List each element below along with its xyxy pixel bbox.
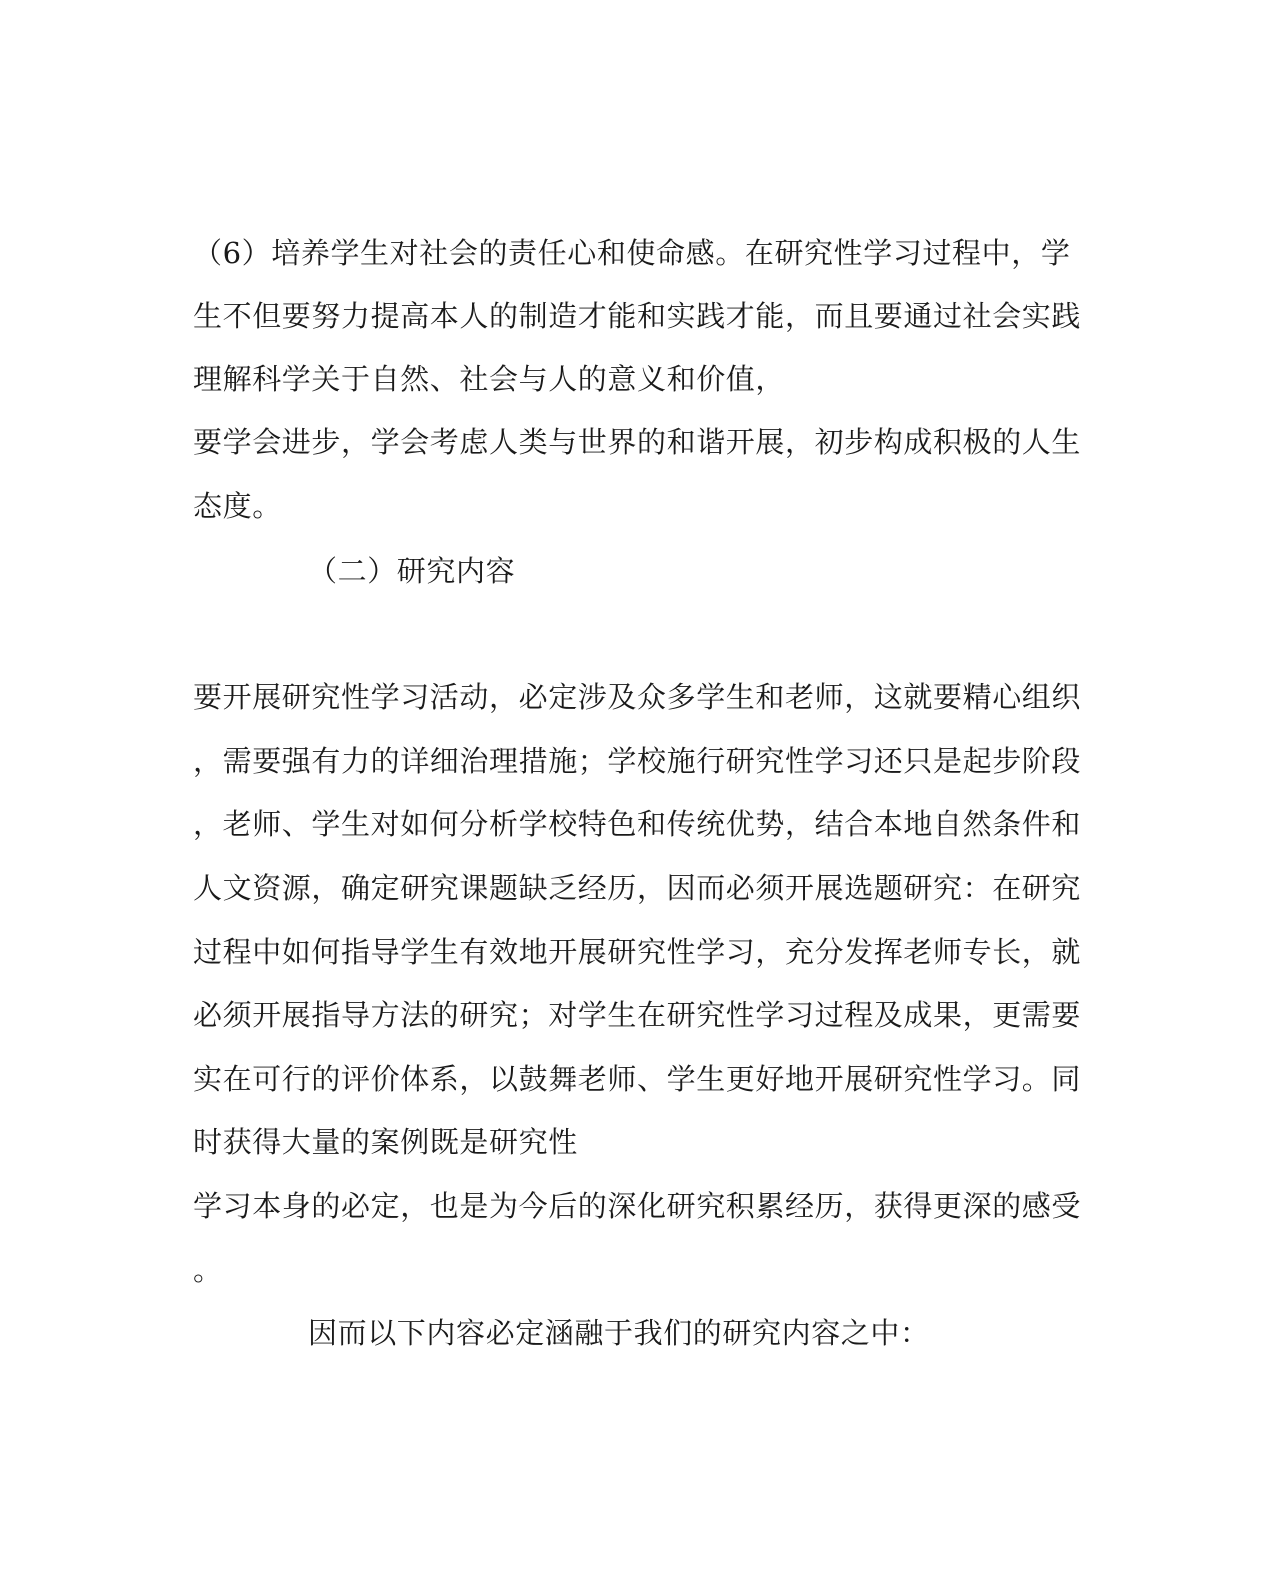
paragraph-line: 因而以下内容必定涵融于我们的研究内容之中：: [308, 1316, 930, 1350]
paragraph-line: 态度。: [193, 489, 282, 523]
paragraph-line: 。: [193, 1253, 223, 1287]
paragraph-line: 过程中如何指导学生有效地开展研究性学习，充分发挥老师专长，就: [193, 935, 1082, 969]
paragraph-line: 要学会进步，学会考虑人类与世界的和谐开展，初步构成积极的人生: [193, 425, 1082, 459]
paragraph-line: 时获得大量的案例既是研究性: [193, 1125, 578, 1159]
paragraph-line: ，需要强有力的详细治理措施；学校施行研究性学习还只是起步阶段: [193, 744, 1082, 778]
paragraph-line: （6）培养学生对社会的责任心和使命感。在研究性学习过程中，学: [193, 236, 1071, 270]
paragraph-line: 要开展研究性学习活动，必定涉及众多学生和老师，这就要精心组织: [193, 680, 1082, 714]
paragraph-line: ，老师、学生对如何分析学校特色和传统优势，结合本地自然条件和: [193, 807, 1082, 841]
paragraph-line: 人文资源，确定研究课题缺乏经历，因而必须开展选题研究：在研究: [193, 871, 1082, 905]
paragraph-line: 实在可行的评价体系，以鼓舞老师、学生更好地开展研究性学习。同: [193, 1062, 1082, 1096]
paragraph-line: 生不但要努力提高本人的制造才能和实践才能，而且要通过社会实践: [193, 299, 1082, 333]
paragraph-line: 理解科学关于自然、社会与人的意义和价值，: [193, 362, 786, 396]
section-heading: （二）研究内容: [308, 554, 516, 588]
paragraph-line: 学习本身的必定，也是为今后的深化研究积累经历，获得更深的感受: [193, 1189, 1082, 1223]
paragraph-line: 必须开展指导方法的研究；对学生在研究性学习过程及成果，更需要: [193, 998, 1082, 1032]
